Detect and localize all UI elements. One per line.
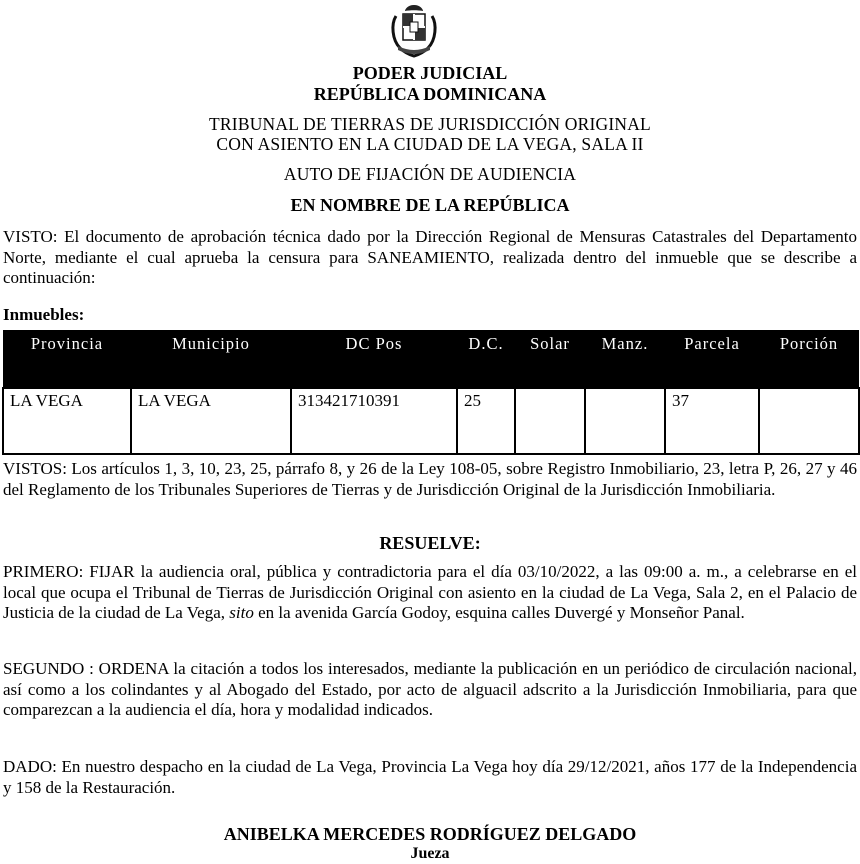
visto-paragraph: VISTO: El documento de aprobación técnica dado por la Dirección Regional de Mensuras Catastrales del Departamento Norte, mediante el cual aprueba la censura para SANEAMIENTO, realizada dentro del inmueble que se describe a continuación:	[3, 227, 857, 287]
court-line-2: CON ASIENTO EN LA CIUDAD DE LA VEGA, SALA II	[216, 134, 644, 154]
vistos-paragraph: VISTOS: Los artículos 1, 3, 10, 23, 25, párrafo 8, y 26 de la Ley 108-05, sobre Registro Inmobiliario, 23, letra P, 26, 27 y 46 del Reglamento de los Tribunales Superiores de Tierras y de Jurisdicción Original de la Jurisdicción Inmobiliaria.	[3, 459, 857, 499]
resuelve-heading: RESUELVE:	[379, 533, 481, 553]
inmuebles-label: Inmuebles:	[3, 305, 85, 324]
header-solar: Solar	[515, 330, 585, 388]
cell-dc: 25	[457, 388, 515, 454]
signature-name: ANIBELKA MERCEDES RODRÍGUEZ DELGADO	[223, 824, 637, 844]
table-row	[3, 388, 859, 454]
institution-line: PODER JUDICIAL	[352, 63, 508, 83]
cell-parcela: 37	[665, 388, 759, 454]
primero-text-end: en la avenida García Godoy, esquina calles Duvergé y Monseñor Panal.	[253, 603, 745, 622]
dado-paragraph: DADO: En nuestro despacho en la ciudad de La Vega, Provincia La Vega hoy día 29/12/2021, años 177 de la Independencia y 158 de la Restauración.	[3, 757, 857, 797]
header-parcela: Parcela	[665, 330, 759, 388]
header-porcion: Porción	[759, 330, 859, 388]
segundo-paragraph: SEGUNDO : ORDENA la citación a todos los interesados, mediante la publicación en un periódico de circulación nacional, así como a los colindantes y al Abogado del Estado, por acto de alguacil adscrito a la Jurisdicción Inmobiliaria, para que comparezcan a la audiencia el día, hora y modalidad indicados.	[3, 659, 857, 719]
header-provincia: Provincia	[3, 330, 131, 388]
coat-of-arms-icon	[388, 2, 440, 58]
cell-manzana	[585, 388, 665, 454]
primero-italic-term: sito	[229, 603, 254, 622]
table-header-row	[3, 330, 859, 388]
cell-solar	[515, 388, 585, 454]
header-dc: D.C.	[457, 330, 515, 388]
court-line-1: TRIBUNAL DE TIERRAS DE JURISDICCIÓN ORIGINAL	[209, 114, 651, 134]
cell-porcion	[759, 388, 859, 454]
invocation-heading: EN NOMBRE DE LA REPÚBLICA	[290, 195, 570, 215]
document-title: AUTO DE FIJACIÓN DE AUDIENCIA	[283, 164, 577, 184]
property-table	[2, 330, 860, 455]
header-manzana: Manz.	[585, 330, 665, 388]
signature-title: Jueza	[410, 845, 450, 862]
cell-municipio: LA VEGA	[131, 388, 291, 454]
cell-provincia: LA VEGA	[3, 388, 131, 454]
header-municipio: Municipio	[131, 330, 291, 388]
cell-dc-pos: 313421710391	[291, 388, 457, 454]
country-line: REPÚBLICA DOMINICANA	[313, 84, 547, 104]
primero-paragraph	[3, 562, 857, 624]
header-dc-pos: DC Pos	[291, 330, 457, 388]
primero-text-start: PRIMERO: FIJAR la audiencia oral, pública y contradictoria para el día 03/10/2022, a las 09:00 a. m., a celebrarse en el local que ocupa el Tribunal de Tierras de Jurisdicción Original con asiento en la ciudad de La Vega, Sala 2, en el Palacio de Justicia de la ciudad de La Vega,	[3, 562, 857, 622]
